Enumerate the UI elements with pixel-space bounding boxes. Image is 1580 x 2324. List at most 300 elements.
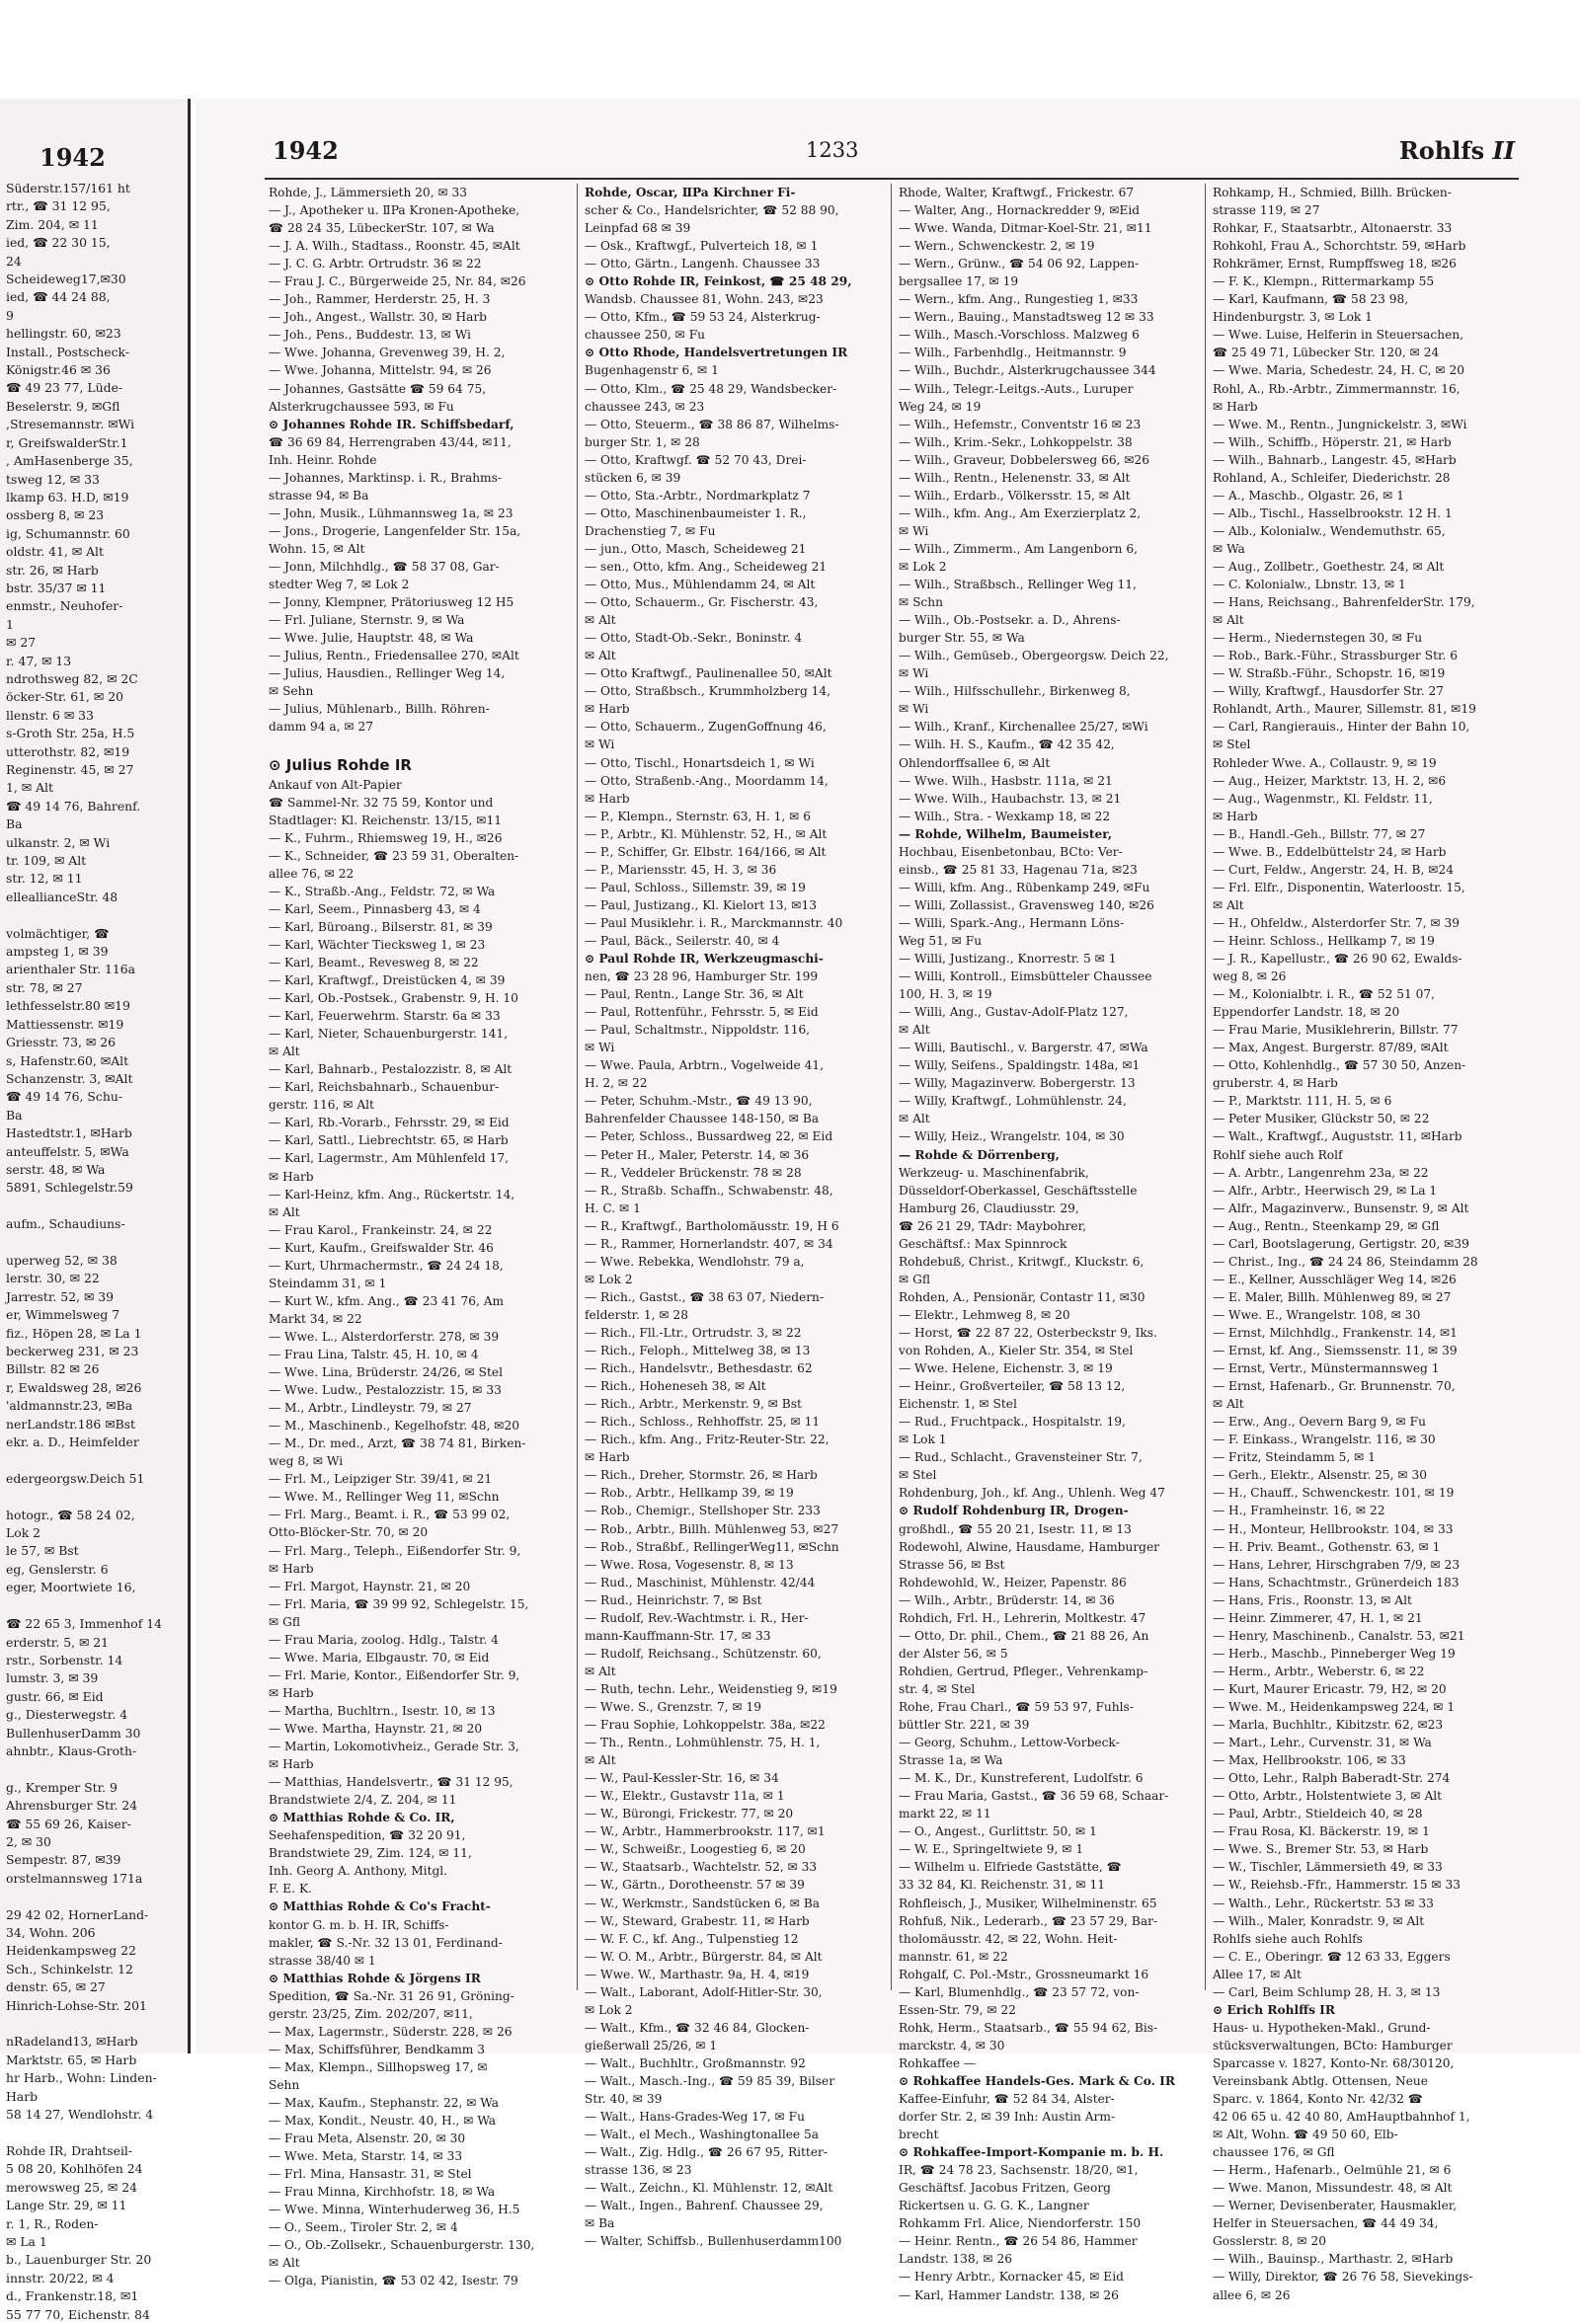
directory-entry: — W., Werkmstr., Sandstücken 6, ✉ Ba bbox=[585, 1896, 821, 1910]
directory-entry: ✉ Alt bbox=[269, 2256, 300, 2271]
directory-entry: Rohlandt, Arth., Maurer, Sillemstr. 81, ✉19 bbox=[1213, 702, 1476, 717]
directory-entry: ✉ Sehn bbox=[269, 684, 314, 699]
directory-entry: dorfer Str. 2, ✉ 39 Inh: Austin Arm- bbox=[899, 2110, 1116, 2125]
directory-entry: — Wilh., Telegr.-Leitgs.-Auts., Luruper bbox=[899, 381, 1134, 396]
left-page-line: Zim. 204, ✉ 11 bbox=[6, 216, 99, 232]
directory-entry: — Jonny, Klempner, Prätoriusweg 12 H5 bbox=[269, 595, 514, 610]
directory-entry: ✉ Gfl bbox=[269, 1614, 300, 1629]
directory-entry: Strasse 1a, ✉ Wa bbox=[899, 1753, 1003, 1768]
directory-entry: — Max, Kaufm., Stephanstr. 22, ✉ Wa bbox=[269, 2095, 500, 2110]
directory-entry: — Wwe. Wilh., Hasbstr. 111a, ✉ 21 bbox=[899, 773, 1113, 788]
directory-entry: — W. O. M., Arbtr., Bürgerstr. 84, ✉ Alt bbox=[585, 1949, 823, 1964]
directory-entry: felderstr. 1, ✉ 28 bbox=[585, 1307, 688, 1322]
directory-entry: — Frau Maria, Gastst., ☎ 36 59 68, Schaar- bbox=[899, 1789, 1169, 1804]
directory-entry: — Alfr., Arbtr., Heerwisch 29, ✉ La 1 bbox=[1213, 1183, 1438, 1198]
left-page-line: ✉ La 1 bbox=[6, 2233, 47, 2249]
directory-entry: — Wilh., Farbenhdlg., Heitmannstr. 9 bbox=[899, 346, 1127, 360]
directory-entry: — Julius, Rentn., Friedensallee 270, ✉Alt bbox=[269, 649, 519, 663]
directory-entry: — Wwe. W., Marthastr. 9a, H. 4, ✉19 bbox=[585, 1967, 810, 1981]
directory-entry: ☎ Sammel-Nr. 32 75 59, Kontor und bbox=[269, 795, 494, 810]
directory-entry: — Kurt, Kaufm., Greifswalder Str. 46 bbox=[269, 1240, 494, 1255]
directory-entry: — P., Arbtr., Kl. Mühlenstr. 52, H., ✉ Alt bbox=[585, 826, 828, 841]
directory-entry: H. 2, ✉ 22 bbox=[585, 1076, 648, 1091]
left-page-line: Marktstr. 65, ✉ Harb bbox=[6, 2052, 137, 2067]
left-page-line: g., Diesterwegstr. 4 bbox=[6, 1707, 128, 1723]
directory-entry: Düsseldorf-Oberkassel, Geschäftsstelle bbox=[899, 1183, 1138, 1198]
directory-entry: ✉ Harb bbox=[269, 1757, 314, 1772]
directory-entry: — K., Fuhrm., Rhiemsweg 19, H., ✉26 bbox=[269, 830, 503, 845]
directory-entry: stücken 6, ✉ 39 bbox=[585, 470, 681, 485]
directory-entry: — Karl-Heinz, kfm. Ang., Rückertstr. 14, bbox=[269, 1187, 515, 1201]
directory-entry: — Hans, Fris., Roonstr. 13, ✉ Alt bbox=[1213, 1592, 1412, 1607]
directory-entry: — R., Veddeler Brückenstr. 78 ✉ 28 bbox=[585, 1165, 802, 1180]
directory-entry: — Frl. Marg., Beamt. i. R., ☎ 53 99 02, bbox=[269, 1508, 511, 1522]
left-page-line: orstelmannsweg 171a bbox=[6, 1870, 143, 1886]
directory-entry: F. E. K. bbox=[269, 1882, 312, 1897]
directory-entry: — Rich., Handelsvtr., Bethesdastr. 62 bbox=[585, 1361, 813, 1376]
directory-entry: — Rob., Arbtr., Hellkamp 39, ✉ 19 bbox=[585, 1486, 794, 1501]
directory-entry: Wohn. 15, ✉ Alt bbox=[269, 541, 365, 556]
directory-entry: — Rich., Schloss., Rehhoffstr. 25, ✉ 11 bbox=[585, 1415, 821, 1430]
left-page-line: elleallianceStr. 48 bbox=[6, 889, 118, 904]
left-page-line: Mattiessenstr. ✉19 bbox=[6, 1016, 124, 1032]
directory-entry: — jun., Otto, Masch, Scheideweg 21 bbox=[585, 541, 807, 556]
directory-entry: — Willy, Seifens., Spaldingstr. 148a, ✉1 bbox=[899, 1058, 1141, 1073]
directory-entry: Hindenburgstr. 3, ✉ Lok 1 bbox=[1213, 310, 1373, 325]
directory-entry: — Herm., Arbtr., Weberstr. 6, ✉ 22 bbox=[1213, 1664, 1425, 1678]
left-page-line: Ba bbox=[6, 1107, 23, 1123]
directory-entry: Werkzeug- u. Maschinenfabrik, bbox=[899, 1165, 1089, 1180]
directory-entry: — Willy, Heiz., Wrangelstr. 104, ✉ 30 bbox=[899, 1129, 1125, 1144]
left-page-line: le 57, ✉ Bst bbox=[6, 1543, 79, 1559]
directory-entry: — Willi, kfm. Ang., Rübenkamp 249, ✉Fu bbox=[899, 880, 1150, 894]
directory-entry: — M. K., Dr., Kunstreferent, Ludolfstr. 6 bbox=[899, 1771, 1144, 1786]
directory-entry: ✉ Harb bbox=[585, 791, 630, 806]
directory-entry: — W., Elektr., Gustavstr 11a, ✉ 1 bbox=[585, 1789, 785, 1804]
left-page-line bbox=[6, 1888, 184, 1905]
directory-entry: — Frau Lina, Talstr. 45, H. 10, ✉ 4 bbox=[269, 1348, 479, 1361]
directory-entry: — Wwe. Maria, Elbgaustr. 70, ✉ Eid bbox=[269, 1650, 490, 1665]
directory-entry: — Wern., Schwenckestr. 2, ✉ 19 bbox=[899, 239, 1095, 254]
directory-entry: — Ernst, Milchhdlg., Frankenstr. 14, ✉1 bbox=[1213, 1326, 1458, 1340]
directory-entry: — Karl, Feuerwehrm. Starstr. 6a ✉ 33 bbox=[269, 1009, 501, 1024]
left-page-line: BullenhuserDamm 30 bbox=[6, 1725, 141, 1741]
directory-entry: — Otto, Stadt-Ob.-Sekr., Boninstr. 4 bbox=[585, 631, 803, 646]
directory-entry: — Wwe. Rosa, Vogesenstr. 8, ✉ 13 bbox=[585, 1557, 794, 1572]
directory-entry: — Osk., Kraftwgf., Pulverteich 18, ✉ 1 bbox=[585, 239, 819, 254]
running-head-name: Rohlfs bbox=[1398, 136, 1485, 165]
directory-entry: Rickertsen u. G. G. K., Langner bbox=[899, 2199, 1089, 2213]
directory-entry: — Willy, Kraftwgf., Lohmühlenstr. 24, bbox=[899, 1094, 1127, 1109]
directory-entry: weg 8, ✉ Wi bbox=[269, 1454, 344, 1469]
directory-entry: ✉ Alt bbox=[585, 1664, 616, 1678]
directory-entry: — Wwe. Rebekka, Wendlohstr. 79 a, bbox=[585, 1254, 805, 1269]
directory-entry: makler, ☎ S.-Nr. 32 13 01, Ferdinand- bbox=[269, 1935, 503, 1950]
directory-entry: — Otto, Steuerm., ☎ 38 86 87, Wilhelms- bbox=[585, 417, 839, 431]
directory-entry: — R., Straßb. Schaffn., Schwabenstr. 48, bbox=[585, 1183, 833, 1198]
directory-entry: Haus- u. Hypotheken-Makl., Grund- bbox=[1213, 2020, 1431, 2035]
directory-entry: — Karl, Kraftwgf., Dreistücken 4, ✉ 39 bbox=[269, 973, 506, 988]
directory-entry: — Otto, Maschinenbaumeister 1. R., bbox=[585, 505, 807, 520]
left-page-line: ied, ☎ 22 30 15, bbox=[6, 235, 111, 251]
directory-entry: Bahrenfelder Chaussee 148-150, ✉ Ba bbox=[585, 1112, 820, 1126]
directory-entry: Strasse 56, ✉ Bst bbox=[899, 1557, 1005, 1572]
directory-entry: strasse 94, ✉ Ba bbox=[269, 488, 369, 503]
directory-entry: — Otto, Straßbsch., Krummholzberg 14, bbox=[585, 684, 831, 699]
left-page-line: Ba bbox=[6, 816, 23, 832]
left-page-line: öcker-Str. 61, ✉ 20 bbox=[6, 689, 123, 705]
directory-entry: — C. Kolonialw., Lbnstr. 13, ✉ 1 bbox=[1213, 578, 1406, 592]
directory-entry: — Gerh., Elektr., Alsenstr. 25, ✉ 30 bbox=[1213, 1468, 1427, 1483]
directory-entry: — Wilh., Kranf., Kirchenallee 25/27, ✉Wi bbox=[899, 720, 1148, 735]
directory-entry: — E. Maler, Billh. Mühlenweg 89, ✉ 27 bbox=[1213, 1289, 1452, 1304]
directory-entry: — Paul, Arbtr., Stieldeich 40, ✉ 28 bbox=[1213, 1807, 1423, 1821]
directory-entry: — Alb., Tischl., Hasselbrookstr. 12 H. 1 bbox=[1213, 505, 1453, 520]
directory-entry: — Otto, Sta.-Arbtr., Nordmarkplatz 7 bbox=[585, 488, 811, 503]
directory-entry: Rohkar, F., Staatsarbtr., Altonaerstr. 33 bbox=[1213, 221, 1453, 236]
left-page-line: 58 14 27, Wendlohstr. 4 bbox=[6, 2107, 154, 2123]
left-page-line: 2, ✉ 30 bbox=[6, 1833, 51, 1849]
directory-entry: tholomäusstr. 42, ✉ 22, Wohn. Heit- bbox=[899, 1931, 1118, 1946]
directory-entry: — Willi, Bautischl., v. Bargerstr. 47, ✉Wa bbox=[899, 1041, 1148, 1055]
directory-entry: ⊙ Matthias Rohde & Co. IR, bbox=[269, 1811, 455, 1825]
directory-entry: — Rud., Schlacht., Gravensteiner Str. 7, bbox=[899, 1450, 1143, 1465]
directory-entry: — Wwe. L., Alsterdorferstr. 278, ✉ 39 bbox=[269, 1329, 500, 1344]
directory-entry: — sen., Otto, kfm. Ang., Scheideweg 21 bbox=[585, 559, 828, 574]
directory-entry: Rohlfs siehe auch Rohlfs bbox=[1213, 1931, 1363, 1946]
left-page-line: llenstr. 6 ✉ 33 bbox=[6, 707, 94, 723]
directory-entry: — Walt., Zig. Hdlg., ☎ 26 67 95, Ritter- bbox=[585, 2145, 828, 2160]
directory-entry: — Julius, Mühlenarb., Billh. Röhren- bbox=[269, 702, 490, 717]
directory-entry: — Max, Hellbrookstr. 106, ✉ 33 bbox=[1213, 1753, 1406, 1768]
directory-entry: str. 4, ✉ Stel bbox=[899, 1681, 976, 1696]
left-page-line: oldstr. 41, ✉ Alt bbox=[6, 544, 104, 560]
left-page-line: beckerweg 231, ✉ 23 bbox=[6, 1344, 139, 1358]
directory-entry: — Otto, Dr. phil., Chem., ☎ 21 88 26, An bbox=[899, 1628, 1149, 1643]
directory-entry: — Heinr. Zimmerer, 47, H. 1, ✉ 21 bbox=[1213, 1610, 1423, 1625]
directory-entry: — Karl, Hammer Landstr. 138, ✉ 26 bbox=[899, 2287, 1119, 2302]
left-page-line: serstr. 48, ✉ Wa bbox=[6, 1161, 106, 1177]
directory-entry: ✉ Ba bbox=[585, 2216, 615, 2231]
directory-entry: — Wilh., Krim.-Sekr., Lohkoppelstr. 38 bbox=[899, 434, 1133, 449]
directory-entry: Gosslerstr. 8, ✉ 20 bbox=[1213, 2234, 1327, 2249]
left-page-line: ✉ 27 bbox=[6, 635, 37, 651]
directory-entry: — J. C. G. Arbtr. Ortrudstr. 36 ✉ 22 bbox=[269, 257, 482, 271]
directory-entry: — J. A. Wilh., Stadtass., Roonstr. 45, ✉Alt bbox=[269, 239, 520, 254]
directory-entry: — Kurt W., kfm. Ang., ☎ 23 41 76, Am bbox=[269, 1293, 505, 1308]
directory-entry: — Karl, Reichsbahnarb., Schauenbur- bbox=[269, 1080, 500, 1095]
directory-entry: — K., Straßb.-Ang., Feldstr. 72, ✉ Wa bbox=[269, 884, 496, 898]
directory-entry: — Jons., Drogerie, Langenfelder Str. 15a, bbox=[269, 523, 521, 538]
directory-entry: — Rich., Feloph., Mittelweg 38, ✉ 13 bbox=[585, 1344, 811, 1358]
left-page-line: lerstr. 30, ✉ 22 bbox=[6, 1271, 100, 1286]
directory-entry: — M., Maschinenb., Kegelhofstr. 48, ✉20 bbox=[269, 1419, 520, 1433]
directory-entry: nen, ☎ 23 28 96, Hamburger Str. 199 bbox=[585, 969, 819, 984]
directory-entry: — Heinr. Schloss., Hellkamp 7, ✉ 19 bbox=[1213, 933, 1435, 948]
left-page-line: utterothstr. 82, ✉19 bbox=[6, 743, 130, 759]
directory-entry: — Max, Klempn., Sillhopsweg 17, ✉ bbox=[269, 2059, 488, 2074]
directory-entry: ✉ Wi bbox=[899, 523, 929, 538]
left-page-line: Hastedtstr.1, ✉Harb bbox=[6, 1125, 132, 1141]
left-page-line bbox=[6, 1760, 184, 1778]
left-page-line bbox=[6, 2015, 184, 2033]
directory-entry: ☎ 26 21 29, TAdr: Maybohrer, bbox=[899, 1218, 1086, 1233]
directory-entry: ⊙ Rudolf Rohdenburg IR, Drogen- bbox=[899, 1504, 1129, 1518]
left-page-line: Hinrich-Lohse-Str. 201 bbox=[6, 1997, 147, 2013]
directory-entry: — Otto, Arbtr., Holstentwiete 3, ✉ Alt bbox=[1213, 1789, 1443, 1804]
directory-entry: — Julius, Hausdien., Rellinger Weg 14, bbox=[269, 666, 506, 681]
left-page-line: d., Frankenstr.18, ✉1 bbox=[6, 2288, 139, 2304]
directory-entry: — Rich., Dreher, Stormstr. 26, ✉ Harb bbox=[585, 1468, 818, 1483]
directory-entry: — W., Tischler, Lämmersieth 49, ✉ 33 bbox=[1213, 1860, 1443, 1875]
directory-entry: — Karl, Sattl., Liebrechtstr. 65, ✉ Harb bbox=[269, 1133, 509, 1148]
directory-entry: — Wilh., Gemüseb., Obergeorgsw. Deich 22, bbox=[899, 649, 1169, 663]
directory-entry: — Wilh., Graveur, Dobbelersweg 66, ✉26 bbox=[899, 452, 1150, 467]
directory-entry: — Wilh., Maler, Konradstr. 9, ✉ Alt bbox=[1213, 1913, 1425, 1928]
directory-entry: Rohk, Herm., Staatsarb., ☎ 55 94 62, Bis- bbox=[899, 2020, 1158, 2035]
directory-entry: — W. E., Springeltwiete 9, ✉ 1 bbox=[899, 1842, 1084, 1857]
directory-entry: — Rich., kfm. Ang., Fritz-Reuter-Str. 22, bbox=[585, 1433, 830, 1447]
directory-entry: — Rich., Fll.-Ltr., Ortrudstr. 3, ✉ 22 bbox=[585, 1326, 802, 1340]
directory-entry: — Otto, Klm., ☎ 25 48 29, Wandsbecker- bbox=[585, 381, 837, 396]
directory-entry: — Frl. Marg., Teleph., Eißendorfer Str. 9, bbox=[269, 1543, 521, 1558]
directory-entry: ✉ Alt bbox=[269, 1204, 300, 1219]
directory-entry: damm 94 a, ✉ 27 bbox=[269, 720, 374, 735]
directory-entry: — Werner, Devisenberater, Hausmakler, bbox=[1213, 2199, 1458, 2213]
left-page-line: tsweg 12, ✉ 33 bbox=[6, 471, 100, 487]
directory-entry: — Henry Arbtr., Kornacker 45, ✉ Eid bbox=[899, 2270, 1124, 2285]
directory-entry: — Frau Sophie, Lohkoppelstr. 38a, ✉22 bbox=[585, 1718, 826, 1733]
left-page-line: ampsteg 1, ✉ 39 bbox=[6, 944, 109, 960]
left-page-line: s-Groth Str. 25a, H.5 bbox=[6, 726, 135, 741]
left-page-line: Schanzenstr. 3, ✉Alt bbox=[6, 1070, 133, 1086]
directory-entry: — A. Arbtr., Langenrehm 23a, ✉ 22 bbox=[1213, 1165, 1429, 1180]
directory-entry: — J. R., Kapellustr., ☎ 26 90 62, Ewalds- bbox=[1213, 952, 1462, 967]
left-page-line: lumstr. 3, ✉ 39 bbox=[6, 1670, 99, 1686]
directory-entry: Rohkaffee — bbox=[899, 2055, 977, 2070]
directory-entry: — W., Steward, Grabestr. 11, ✉ Harb bbox=[585, 1913, 810, 1928]
directory-entry: gerstr. 23/25, Zim. 202/207, ✉11, bbox=[269, 2006, 473, 2021]
directory-entry: ⊙ Paul Rohde IR, Werkzeugmaschi- bbox=[585, 952, 824, 967]
directory-entry: — Willi, Justizang., Knorrestr. 5 ✉ 1 bbox=[899, 952, 1117, 967]
directory-entry: — Walt., Laborant, Adolf-Hitler-Str. 30, bbox=[585, 1984, 823, 1999]
header-rule bbox=[265, 178, 1519, 180]
left-page-line: r, GreifswalderStr.1 bbox=[6, 434, 128, 450]
directory-entry: — Wern., kfm. Ang., Rungestieg 1, ✉33 bbox=[899, 292, 1139, 307]
directory-entry: — Wwe. Wanda, Ditmar-Koel-Str. 21, ✉11 bbox=[899, 221, 1152, 236]
directory-entry: — W. Straßb.-Führ., Schopstr. 16, ✉19 bbox=[1213, 666, 1446, 681]
directory-entry: — Carl, Rangierauis., Hinter der Bahn 10, bbox=[1213, 720, 1470, 735]
directory-entry: stedter Weg 7, ✉ Lok 2 bbox=[269, 578, 410, 592]
directory-entry: — J., Apotheker u. ⅡPa Kronen-Apotheke, bbox=[269, 203, 520, 218]
directory-entry: — P., Schiffer, Gr. Elbstr. 164/166, ✉ Alt bbox=[585, 844, 827, 859]
directory-entry: — Joh., Angest., Wallstr. 30, ✉ Harb bbox=[269, 310, 487, 325]
directory-entry: ☎ 36 69 84, Herrengraben 43/44, ✉11, bbox=[269, 434, 512, 449]
directory-entry: — Wwe. M., Rentn., Jungnickelstr. 3, ✉Wi bbox=[1213, 417, 1467, 431]
directory-entry: — Walt., Ingen., Bahrenf. Chaussee 29, bbox=[585, 2199, 824, 2213]
directory-entry: — Alb., Kolonialw., Wendemuthstr. 65, bbox=[1213, 523, 1446, 538]
left-page-line: Rohde IR, Drahtseil- bbox=[6, 2142, 133, 2158]
directory-entry: — Frl. Elfr., Disponentin, Waterloostr. 15, bbox=[1213, 880, 1465, 894]
directory-entry: Allee 17, ✉ Alt bbox=[1213, 1967, 1302, 1981]
left-page-line: 55 77 70, Eichenstr. 84 bbox=[6, 2306, 150, 2322]
directory-entry: — Wwe. S., Bremer Str. 53, ✉ Harb bbox=[1213, 1842, 1429, 1857]
directory-entry: Rhode, Walter, Kraftwgf., Frickestr. 67 bbox=[899, 186, 1135, 199]
directory-entry: ✉ Schn bbox=[899, 595, 943, 610]
left-page-line: hotogr., ☎ 58 24 02, bbox=[6, 1507, 135, 1522]
directory-entry: — Peter Musiker, Glückstr 50, ✉ 22 bbox=[1213, 1112, 1430, 1126]
directory-entry: — Rohde & Dörrenberg, bbox=[899, 1147, 1060, 1162]
directory-entry: — Wilh., Erdarb., Völkersstr. 15, ✉ Alt bbox=[899, 488, 1131, 503]
left-page-line: str. 78, ✉ 27 bbox=[6, 979, 83, 995]
left-page-line: Königstr.46 ✉ 36 bbox=[6, 362, 111, 378]
directory-entry: — Wwe. Minna, Winterhuderweg 36, H.5 bbox=[269, 2203, 520, 2217]
directory-entry: — C. E., Oberingr. ☎ 12 63 33, Eggers bbox=[1213, 1949, 1451, 1964]
directory-entry: — Rudolf, Reichsang., Schützenstr. 60, bbox=[585, 1646, 822, 1661]
left-page-line: , AmHasenberge 35, bbox=[6, 453, 133, 469]
left-page-line: ,Stresemannstr. ✉Wi bbox=[6, 417, 135, 432]
directory-entry: — Otto, Schauerm., Gr. Fischerstr. 43, bbox=[585, 595, 819, 610]
left-page-line: Sempestr. 87, ✉39 bbox=[6, 1852, 121, 1868]
directory-entry: ⊙ Otto Rohde IR, Feinkost, ☎ 25 48 29, bbox=[585, 274, 852, 289]
left-page-line: bstr. 35/37 ✉ 11 bbox=[6, 580, 107, 595]
directory-entry: Weg 51, ✉ Fu bbox=[899, 933, 983, 948]
directory-entry: H. C. ✉ 1 bbox=[585, 1201, 641, 1215]
left-page-edge bbox=[0, 99, 191, 2322]
left-page-line: erderstr. 5, ✉ 21 bbox=[6, 1634, 110, 1650]
directory-entry: Rohde, Oscar, ⅡPa Kirchner Fi- bbox=[585, 186, 796, 199]
left-page-line: 1 bbox=[6, 616, 14, 632]
directory-entry: — Wwe. Julie, Hauptstr. 48, ✉ Wa bbox=[269, 631, 474, 646]
directory-entry: — Hans, Lehrer, Hirschgraben 7/9, ✉ 23 bbox=[1213, 1557, 1461, 1572]
directory-entry: Geschäftsf.: Max Spinnrock bbox=[899, 1236, 1067, 1251]
directory-entry: — Wilh., kfm. Ang., Am Exerzierplatz 2, bbox=[899, 505, 1142, 520]
directory-entry: — Paul, Rottenführ., Fehrsstr. 5, ✉ Eid bbox=[585, 1005, 819, 1020]
directory-entry: Seehafenspedition, ☎ 32 20 91, bbox=[269, 1828, 466, 1843]
directory-entry: bergsallee 17, ✉ 19 bbox=[899, 274, 1019, 289]
directory-entry: — Erw., Ang., Oevern Barg 9, ✉ Fu bbox=[1213, 1415, 1426, 1430]
directory-entry: — M., Arbtr., Lindleystr. 79, ✉ 27 bbox=[269, 1401, 472, 1416]
directory-entry: — Otto Kraftwgf., Paulinenallee 50, ✉Alt bbox=[585, 666, 832, 681]
directory-entry: ✉ Harb bbox=[269, 1561, 314, 1576]
directory-entry: — Walter, Schiffsb., Bullenhuserdamm100 bbox=[585, 2234, 842, 2249]
directory-entry: — P., Mariensstr. 45, H. 3, ✉ 36 bbox=[585, 862, 777, 877]
directory-entry: Rohkrämer, Ernst, Rumpffsweg 18, ✉26 bbox=[1213, 257, 1457, 271]
directory-entry: ✉ Alt bbox=[1213, 1397, 1244, 1412]
directory-entry: ✉ Lok 2 bbox=[899, 559, 947, 574]
directory-entry: — Wwe. Wilh., Haubachstr. 13, ✉ 21 bbox=[899, 791, 1122, 806]
column-divider bbox=[577, 184, 578, 1990]
directory-entry: — Walt., Zeichn., Kl. Mühlenstr. 12, ✉Alt bbox=[585, 2181, 833, 2196]
directory-entry: — Frl. Juliane, Sternstr. 9, ✉ Wa bbox=[269, 613, 465, 628]
directory-entry: Rohdien, Gertrud, Pfleger., Vehrenkamp- bbox=[899, 1664, 1148, 1678]
directory-entry: — Heinr., Großverteiler, ☎ 58 13 12, bbox=[899, 1379, 1126, 1394]
directory-entry: — Rob., Arbtr., Billh. Mühlenweg 53, ✉27 bbox=[585, 1521, 839, 1536]
left-page-line: ☎ 49 14 76, Bahrenf. bbox=[6, 798, 141, 813]
left-page-line: eg, Genslerstr. 6 bbox=[6, 1561, 109, 1577]
left-page-line: ☎ 22 65 3, Immenhof 14 bbox=[6, 1616, 162, 1632]
column-divider bbox=[891, 184, 892, 1990]
left-page-line: innstr. 20/22, ✉ 4 bbox=[6, 2270, 115, 2285]
directory-entry: strasse 119, ✉ 27 bbox=[1213, 203, 1320, 218]
directory-entry: — Ernst, kf. Ang., Siemssenstr. 11, ✉ 39 bbox=[1213, 1344, 1458, 1358]
directory-entry: — Horst, ☎ 22 87 22, Osterbeckstr 9, Iks. bbox=[899, 1326, 1157, 1340]
left-page-line: ig, Schumannstr. 60 bbox=[6, 525, 130, 541]
directory-entry: — Wwe. Ludw., Pestalozzistr. 15, ✉ 33 bbox=[269, 1383, 502, 1398]
directory-entry: Inh. Georg A. Anthony, Mitgl. bbox=[269, 1864, 448, 1879]
directory-entry: — Karl, Rb.-Vorarb., Fehrsstr. 29, ✉ Eid bbox=[269, 1116, 510, 1130]
left-page-line: lethfesselstr.80 ✉19 bbox=[6, 998, 130, 1014]
directory-entry: ✉ Harb bbox=[269, 1685, 314, 1700]
left-page-line: enmstr., Neuhofer- bbox=[6, 598, 123, 614]
directory-entry: Sehn bbox=[269, 2077, 300, 2092]
directory-entry: — Henry, Maschinenb., Canalstr. 53, ✉21 bbox=[1213, 1628, 1465, 1643]
directory-entry: Landstr. 138, ✉ 26 bbox=[899, 2252, 1013, 2267]
directory-entry: — Karl, Blumenhdlg., ☎ 23 57 72, von- bbox=[899, 1984, 1140, 1999]
left-page-line: nerLandstr.186 ✉Bst bbox=[6, 1416, 136, 1432]
directory-entry: Ohlendorffsallee 6, ✉ Alt bbox=[899, 755, 1051, 770]
directory-entry: Rohdenburg, Joh., kf. Ang., Uhlenh. Weg 47 bbox=[899, 1486, 1165, 1501]
directory-entry: — Wilh., Zimmerm., Am Langenborn 6, bbox=[899, 541, 1138, 556]
directory-entry: weg 8, ✉ 26 bbox=[1213, 969, 1287, 984]
directory-entry: — Wilh. H. S., Kaufm., ☎ 42 35 42, bbox=[899, 737, 1115, 752]
directory-entry: — R., Kraftwgf., Bartholomäusstr. 19, H 6 bbox=[585, 1218, 839, 1233]
directory-entry: gruberstr. 4, ✉ Harb bbox=[1213, 1076, 1338, 1091]
directory-entry: — John, Musik., Lühmannsweg 1a, ✉ 23 bbox=[269, 505, 514, 520]
left-page-line bbox=[6, 1488, 184, 1506]
directory-entry: — Max, Schiffsführer, Bendkamm 3 bbox=[269, 2042, 485, 2056]
directory-entry: — Walter, Ang., Hornackredder 9, ✉Eid bbox=[899, 203, 1141, 218]
left-page-line bbox=[6, 906, 184, 924]
directory-entry: — Rob., Chemigr., Stellshoper Str. 233 bbox=[585, 1504, 821, 1518]
directory-entry: — Hans, Schachtmstr., Grünerdeich 183 bbox=[1213, 1575, 1460, 1589]
column-1 bbox=[269, 184, 575, 2289]
directory-entry bbox=[269, 736, 575, 753]
directory-entry: Rohkamp, H., Schmied, Billh. Brücken- bbox=[1213, 186, 1452, 199]
directory-entry: ✉ Harb bbox=[585, 702, 630, 717]
directory-entry: — Rudolf, Rev.-Wachtmstr. i. R., Her- bbox=[585, 1610, 809, 1625]
directory-entry: — Kurt, Uhrmachermstr., ☎ 24 24 18, bbox=[269, 1258, 504, 1273]
directory-entry: chaussee 250, ✉ Fu bbox=[585, 328, 705, 343]
directory-entry: ✉ Stel bbox=[899, 1468, 937, 1483]
left-page-line: rstr., Sorbenstr. 14 bbox=[6, 1652, 123, 1667]
left-page-line: Süderstr.157/161 ht bbox=[6, 181, 130, 195]
directory-entry: chaussee 176, ✉ Gfl bbox=[1213, 2145, 1335, 2160]
left-page-line: ossberg 8, ✉ 23 bbox=[6, 507, 105, 523]
directory-entry: — Wilh., Hefemstr., Conventstr 16 ✉ 23 bbox=[899, 417, 1142, 431]
left-page-line: Install., Postscheck- bbox=[6, 344, 130, 359]
left-page-line: 5891, Schlegelstr.59 bbox=[6, 1180, 133, 1196]
directory-entry: — Wwe. Lina, Brüderstr. 24/26, ✉ Stel bbox=[269, 1365, 504, 1380]
left-page-line: Billstr. 82 ✉ 26 bbox=[6, 1361, 100, 1377]
directory-entry: einsb., ☎ 25 81 33, Hagenau 71a, ✉23 bbox=[899, 862, 1138, 877]
directory-entry: — Walt., Buchhltr., Großmannstr. 92 bbox=[585, 2055, 806, 2070]
directory-entry: ✉ Alt bbox=[585, 649, 616, 663]
directory-entry: ⊙ Rohkaffee-Import-Kompanie m. b. H. bbox=[899, 2145, 1164, 2160]
directory-entry: — O., Ob.-Zollsekr., Schauenburgerstr. 130, bbox=[269, 2238, 535, 2253]
directory-entry: — Karl, Lagermstr., Am Mühlenfeld 17, bbox=[269, 1151, 509, 1166]
directory-entry: gerstr. 116, ✉ Alt bbox=[269, 1098, 374, 1113]
directory-entry: — Frau Minna, Kirchhofstr. 18, ✉ Wa bbox=[269, 2185, 496, 2200]
directory-entry: — Wwe. Helene, Eichenstr. 3, ✉ 19 bbox=[899, 1361, 1113, 1376]
left-page-line: nRadeland13, ✉Harb bbox=[6, 2034, 138, 2050]
page-header bbox=[196, 136, 1580, 176]
directory-entry: — Matthias, Handelsvertr., ☎ 31 12 95, bbox=[269, 1775, 514, 1790]
directory-entry: — Wilh., Rentn., Helenenstr. 33, ✉ Alt bbox=[899, 470, 1131, 485]
directory-entry: ✉ Lok 1 bbox=[899, 1433, 947, 1447]
directory-entry: großhdl., ☎ 55 20 21, Isestr. 11, ✉ 13 bbox=[899, 1521, 1132, 1536]
directory-entry: marckstr. 4, ✉ 30 bbox=[899, 2038, 1005, 2053]
